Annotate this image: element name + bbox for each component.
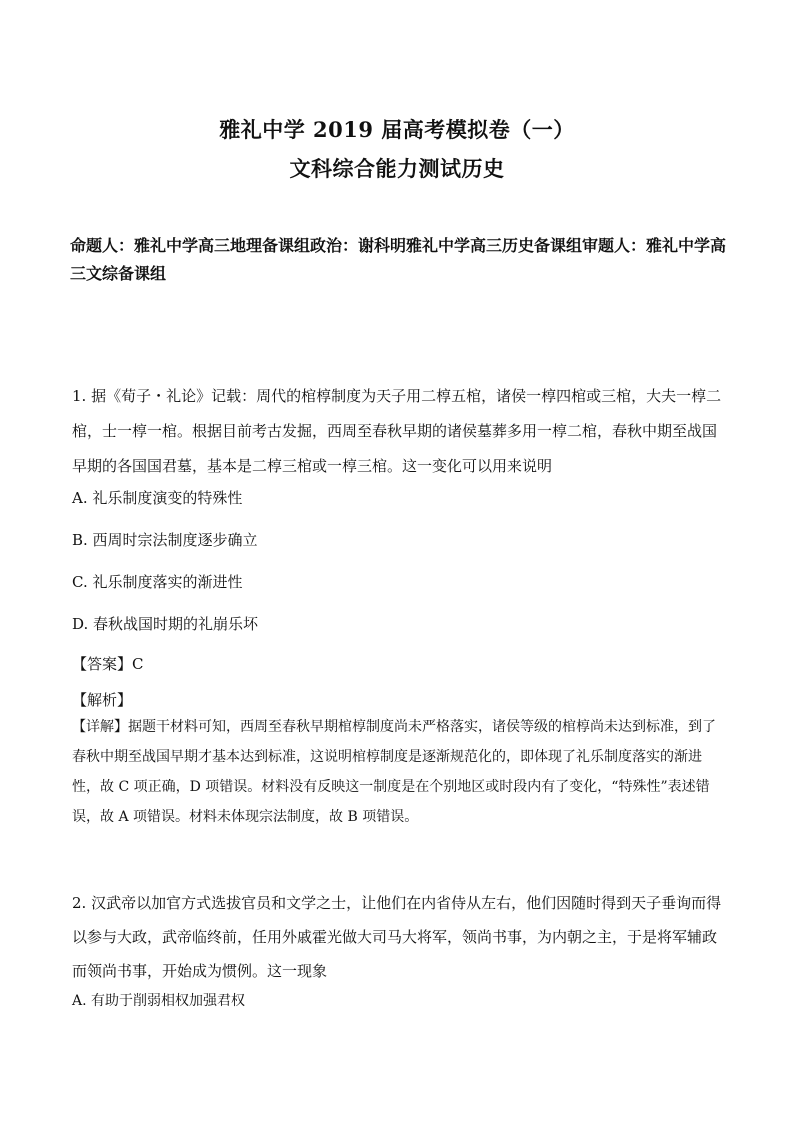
question-1-stem: 1. 据《荀子・礼论》记载：周代的棺椁制度为天子用二椁五棺，诸侯一椁四棺或三棺，大夫一椁二棺，士一椁一棺。根据目前考古发掘，西周至春秋早期的诸侯墓葬多用一椁二棺，春秋中期至战国早期的各国国君墓，基本是二椁三棺或一椁三棺。这一变化可以用来说明 bbox=[72, 387, 722, 475]
exam-title: 雅礼中学 2019 届高考模拟卷（一） bbox=[219, 117, 575, 142]
authors-line: 命题人：雅礼中学高三地理备课组政治：谢科明雅礼中学高三历史备课组审题人：雅礼中学高三文综备课组 bbox=[70, 236, 727, 283]
question-2-stem: 2. 汉武帝以加官方式选拔官员和文学之士，让他们在内省侍从左右，他们因随时得到天子垂询而得以参与大政，武帝临终前，任用外戚霍光做大司马大将军，领尚书事，为内朝之主，于是将军辅政而领尚书事，开始成为惯例。这一现象 bbox=[72, 894, 722, 980]
exam-subtitle: 文科综合能力测试历史 bbox=[289, 156, 505, 181]
question-1-analysis-label: 【解析】 bbox=[72, 691, 133, 709]
question-1-option-c: C. 礼乐制度落实的渐进性 bbox=[72, 573, 243, 591]
question-1-option-b: B. 西周时宗法制度逐步确立 bbox=[72, 531, 258, 549]
question-1-answer: 【答案】C bbox=[72, 655, 144, 673]
question-2-option-a: A. 有助于削弱相权加强君权 bbox=[72, 993, 246, 1009]
question-1-analysis: 【详解】据题干材料可知，西周至春秋早期棺椁制度尚未严格落实，诸侯等级的棺椁尚未达到标准，到了春秋中期至战国早期才基本达到标准，这说明棺椁制度是逐渐规范化的，即体现了礼乐制度落实的渐进性，故 C 项正确，D 项错误。材料没有反映这一制度是在个别地区或时段内有了变化，“特殊性”表述错误，故 A 项错误。材料未体现宗法制度，故 B 项错误。 bbox=[72, 719, 716, 825]
question-1-option-a: A. 礼乐制度演变的特殊性 bbox=[72, 489, 243, 507]
question-1-option-d: D. 春秋战国时期的礼崩乐坏 bbox=[72, 615, 259, 633]
